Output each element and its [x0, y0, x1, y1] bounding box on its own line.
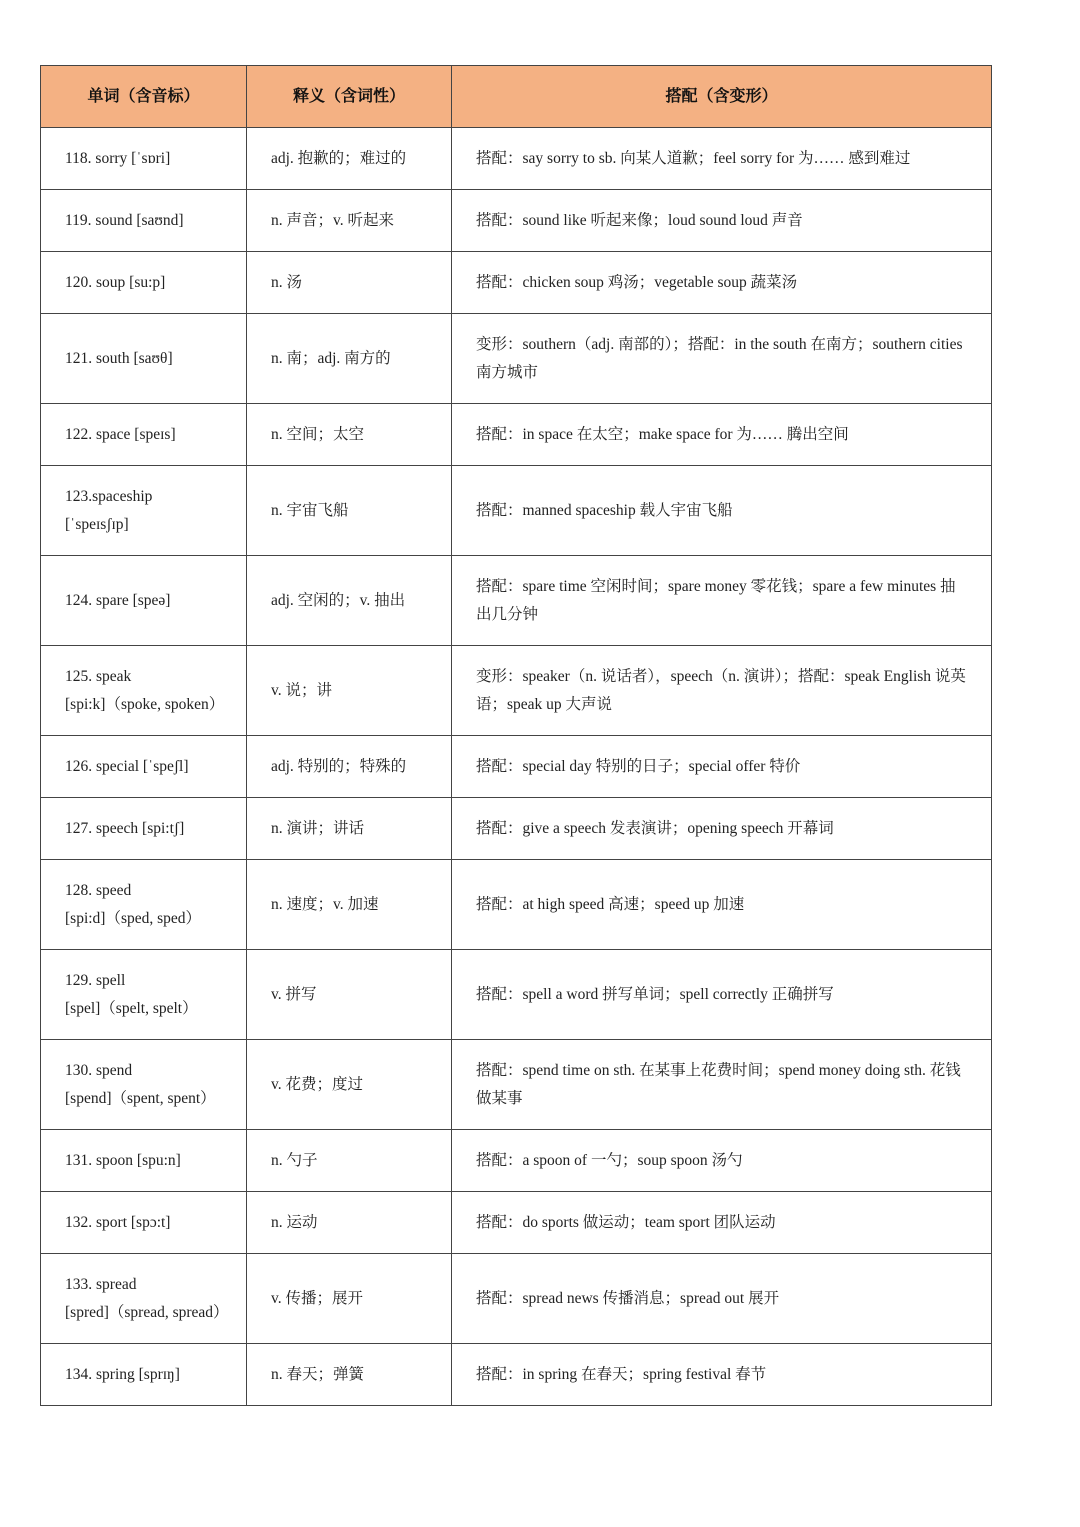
word-line: 128. speed: [65, 881, 132, 899]
table-row: [41, 1040, 992, 1130]
table-row: [41, 404, 992, 466]
table-row: [41, 646, 992, 736]
meaning-cell: adj. 空闲的；v. 抽出: [247, 556, 452, 646]
word-line: 132. sport [spɔ:t]: [65, 1213, 171, 1231]
collocation-cell: 搭配：do sports 做运动；team sport 团队运动: [452, 1192, 992, 1254]
word-cell: [41, 466, 247, 556]
word-cell: [41, 1040, 247, 1130]
phonetic-line: [spi:k]（spoke, spoken）: [65, 695, 225, 713]
meaning-cell: n. 空间；太空: [247, 404, 452, 466]
vocabulary-table: [40, 65, 992, 1406]
table-row: [41, 314, 992, 404]
word-cell: [41, 1344, 247, 1406]
word-line: 122. space [speɪs]: [65, 425, 176, 443]
word-line: 127. speech [spi:tʃ]: [65, 819, 185, 837]
word-cell: [41, 950, 247, 1040]
word-cell: [41, 190, 247, 252]
collocation-cell: 搭配：sound like 听起来像；loud sound loud 声音: [452, 190, 992, 252]
word-line: 120. soup [su:p]: [65, 273, 166, 291]
word-line: 129. spell: [65, 971, 126, 989]
meaning-cell: n. 演讲；讲话: [247, 798, 452, 860]
word-cell: [41, 404, 247, 466]
word-cell: [41, 314, 247, 404]
collocation-cell: 搭配：spare time 空闲时间；spare money 零花钱；spare a few minutes 抽出几分钟: [452, 556, 992, 646]
word-line: 131. spoon [spu:n]: [65, 1151, 181, 1169]
table-row: [41, 556, 992, 646]
meaning-cell: n. 速度；v. 加速: [247, 860, 452, 950]
meaning-cell: v. 传播；展开: [247, 1254, 452, 1344]
table-row: [41, 128, 992, 190]
phonetic-line: [spi:d]（sped, sped）: [65, 909, 202, 927]
phonetic-line: [spel]（spelt, spelt）: [65, 999, 198, 1017]
phonetic-line: [spred]（spread, spread）: [65, 1303, 229, 1321]
word-line: 133. spread: [65, 1275, 137, 1293]
phonetic-line: [ˈspeɪsʃɪp]: [65, 515, 129, 533]
table-row: [41, 252, 992, 314]
meaning-cell: n. 春天；弹簧: [247, 1344, 452, 1406]
meaning-cell: n. 南；adj. 南方的: [247, 314, 452, 404]
collocation-cell: 搭配：spend time on sth. 在某事上花费时间；spend money doing sth. 花钱做某事: [452, 1040, 992, 1130]
collocation-cell: 搭配：special day 特别的日子；special offer 特价: [452, 736, 992, 798]
phonetic-line: [spend]（spent, spent）: [65, 1089, 216, 1107]
collocation-cell: 搭配：spread news 传播消息；spread out 展开: [452, 1254, 992, 1344]
word-cell: [41, 252, 247, 314]
table-row: [41, 1254, 992, 1344]
collocation-cell: 搭配：in spring 在春天；spring festival 春节: [452, 1344, 992, 1406]
word-cell: [41, 128, 247, 190]
word-cell: [41, 556, 247, 646]
table-row: [41, 1192, 992, 1254]
collocation-cell: 搭配：spell a word 拼写单词；spell correctly 正确拼写: [452, 950, 992, 1040]
meaning-cell: adj. 特别的；特殊的: [247, 736, 452, 798]
meaning-cell: v. 说；讲: [247, 646, 452, 736]
header-meaning: 释义（含词性）: [247, 66, 452, 128]
collocation-cell: 搭配：a spoon of 一勺；soup spoon 汤勺: [452, 1130, 992, 1192]
collocation-cell: 变形：speaker（n. 说话者），speech（n. 演讲）；搭配：speak English 说英语；speak up 大声说: [452, 646, 992, 736]
meaning-cell: v. 拼写: [247, 950, 452, 1040]
word-cell: [41, 1254, 247, 1344]
header-word: 单词（含音标）: [41, 66, 247, 128]
table-row: [41, 860, 992, 950]
collocation-cell: 搭配：at high speed 高速；speed up 加速: [452, 860, 992, 950]
word-cell: [41, 798, 247, 860]
header-row: [41, 66, 992, 128]
word-cell: [41, 1130, 247, 1192]
meaning-cell: adj. 抱歉的；难过的: [247, 128, 452, 190]
word-line: 124. spare [speə]: [65, 591, 171, 609]
table-header: [41, 66, 992, 128]
meaning-cell: n. 宇宙飞船: [247, 466, 452, 556]
table-row: [41, 798, 992, 860]
table-row: [41, 1130, 992, 1192]
collocation-cell: 变形：southern（adj. 南部的）；搭配：in the south 在南方；southern cities 南方城市: [452, 314, 992, 404]
word-line: 118. sorry [ˈsɒri]: [65, 149, 171, 167]
word-cell: [41, 1192, 247, 1254]
collocation-cell: 搭配：chicken soup 鸡汤；vegetable soup 蔬菜汤: [452, 252, 992, 314]
word-line: 126. special [ˈspeʃl]: [65, 757, 189, 775]
collocation-cell: 搭配：manned spaceship 载人宇宙飞船: [452, 466, 992, 556]
collocation-cell: 搭配：in space 在太空；make space for 为…… 腾出空间: [452, 404, 992, 466]
meaning-cell: n. 汤: [247, 252, 452, 314]
word-line: 121. south [saʊθ]: [65, 349, 173, 367]
table-row: [41, 466, 992, 556]
header-collocation: 搭配（含变形）: [452, 66, 992, 128]
word-line: 134. spring [sprɪŋ]: [65, 1365, 180, 1383]
word-cell: [41, 860, 247, 950]
table-row: [41, 736, 992, 798]
meaning-cell: n. 声音；v. 听起来: [247, 190, 452, 252]
table-row: [41, 1344, 992, 1406]
table-body: [41, 128, 992, 1406]
table-row: [41, 190, 992, 252]
word-line: 130. spend: [65, 1061, 133, 1079]
meaning-cell: n. 勺子: [247, 1130, 452, 1192]
collocation-cell: 搭配：give a speech 发表演讲；opening speech 开幕词: [452, 798, 992, 860]
meaning-cell: n. 运动: [247, 1192, 452, 1254]
word-line: 119. sound [saʊnd]: [65, 211, 184, 229]
word-line: 123.spaceship: [65, 487, 153, 505]
word-cell: [41, 736, 247, 798]
word-cell: [41, 646, 247, 736]
table-row: [41, 950, 992, 1040]
collocation-cell: 搭配：say sorry to sb. 向某人道歉；feel sorry for 为…… 感到难过: [452, 128, 992, 190]
word-line: 125. speak: [65, 667, 132, 685]
meaning-cell: v. 花费；度过: [247, 1040, 452, 1130]
